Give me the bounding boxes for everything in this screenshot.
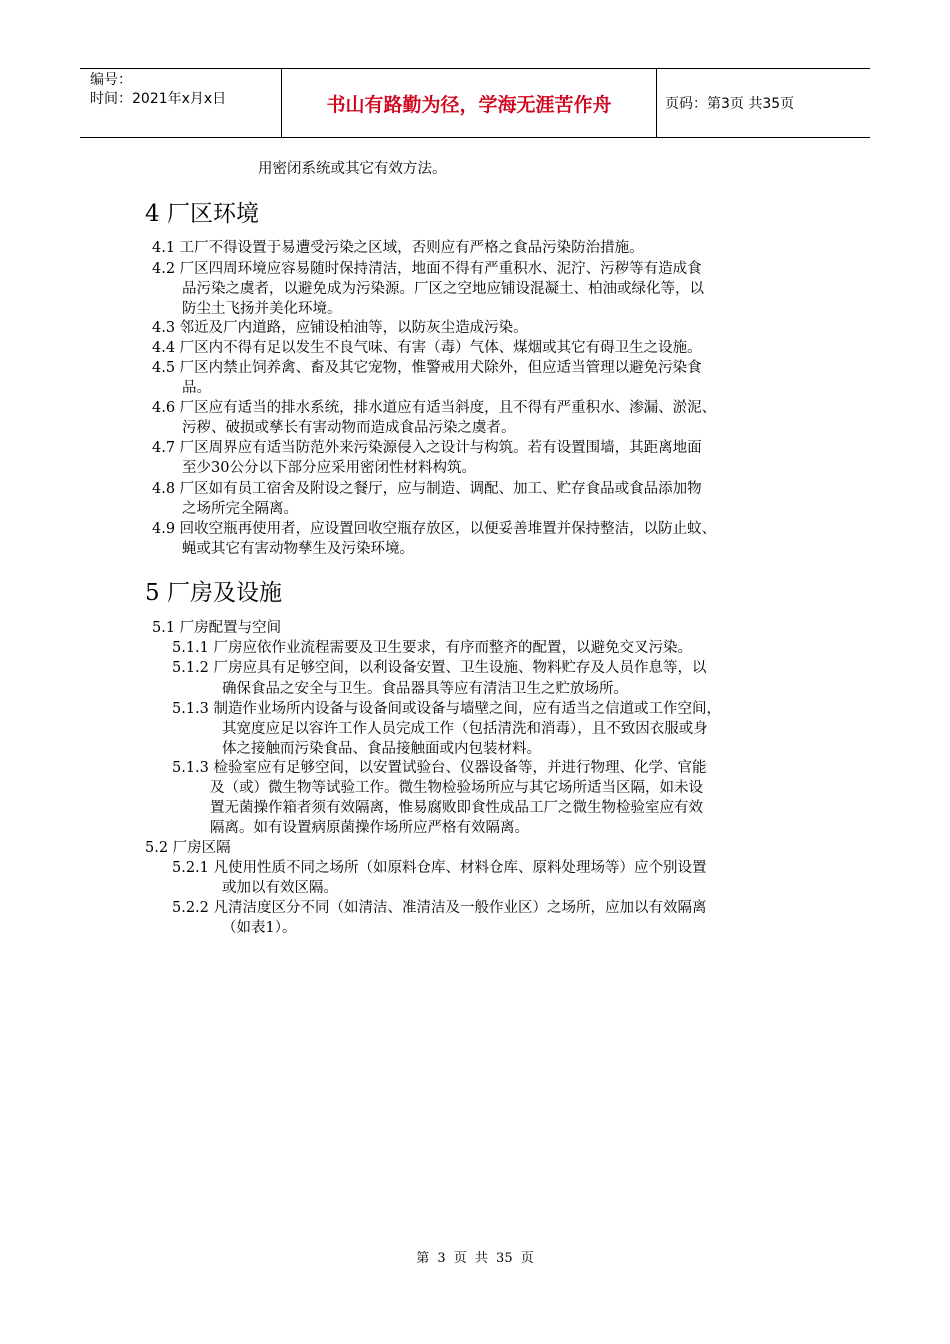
clause-5-2-2-line-1: 5.2.2 凡清洁度区分不同（如清洁、准清洁及一般作业区）之场所，应加以有效隔离: [172, 900, 707, 916]
header-motto: 书山有路勤为径，学海无涯苦作舟: [282, 69, 657, 137]
clause-4-2-line-2: 品污染之虞者，以避免成为污染源。厂区之空地应铺设混凝土、柏油或绿化等，以: [182, 281, 704, 297]
clause-4-8-line-1: 4.8 厂区如有员工宿舍及附设之餐厅，应与制造、调配、加工、贮存食品或食品添加物: [152, 481, 702, 497]
clause-4-8-line-2: 之场所完全隔离。: [182, 501, 298, 517]
clause-5-1-2-line-1: 5.1.2 厂房应具有足够空间，以利设备安置、卫生设施、物料贮存及人员作息等，以: [172, 660, 707, 676]
header-meta: [80, 69, 282, 137]
clause-5-2: 5.2 厂房区隔: [145, 840, 231, 856]
clause-5-1-4-line-3: 置无菌操作箱者须有效隔离，惟易腐败即食性成品工厂之微生物检验室应有效: [210, 800, 703, 816]
page-header: [80, 68, 870, 138]
clause-4-2-line-3: 防尘土飞扬并美化环境。: [182, 301, 342, 317]
document-time-label: 时间：2021年x月x日: [90, 91, 227, 107]
clause-5-2-1-line-2: 或加以有效区隔。: [222, 880, 338, 896]
clause-4-5-line-1: 4.5 厂区内禁止饲养禽、畜及其它宠物，惟警戒用犬除外，但应适当管理以避免污染食: [152, 360, 702, 376]
clause-4-7-line-1: 4.7 厂区周界应有适当防范外来污染源侵入之设计与构筑。若有设置围墙，其距离地面: [152, 440, 702, 456]
header-page-number: 页码：第3页 共35页: [665, 96, 795, 112]
page-footer: 第 3 页 共 35 页: [416, 1251, 534, 1266]
clause-5-1-3-line-2: 其宽度应足以容许工作人员完成工作（包括清洗和消毒），且不致因衣服或身: [222, 721, 708, 737]
clause-5-1-4-line-4: 隔离。如有设置病原菌操作场所应严格有效隔离。: [210, 820, 529, 836]
paragraph-continuation: 用密闭系统或其它有效方法。: [258, 161, 447, 177]
clause-5-1-2-line-2: 确保食品之安全与卫生。食品器具等应有清洁卫生之贮放场所。: [222, 681, 628, 697]
clause-4-6-line-1: 4.6 厂区应有适当的排水系统，排水道应有适当斜度，且不得有严重积水、渗漏、淤泥、: [152, 400, 717, 416]
clause-5-1: 5.1 厂房配置与空间: [152, 620, 282, 636]
clause-5-1-3-line-3: 体之接触而污染食品、食品接触面或内包装材料。: [222, 741, 541, 757]
clause-5-1-4-line-1: 5.1.3 检验室应有足够空间，以安置试验台、仪器设备等，并进行物理、化学、官能: [172, 760, 707, 776]
document-number-label: 编号：: [90, 72, 132, 88]
clause-4-5-line-2: 品。: [182, 380, 211, 396]
clause-5-2-2-line-2: （如表1）。: [222, 920, 297, 936]
section-5-heading: 5 厂房及设施: [145, 580, 282, 606]
clause-5-1-4-line-2: 及（或）微生物等试验工作。微生物检验场所应与其它场所适当区隔，如未设: [210, 780, 703, 796]
clause-4-1: 4.1 工厂不得设置于易遭受污染之区域，否则应有严格之食品污染防治措施。: [152, 240, 644, 256]
clause-4-3: 4.3 邻近及厂内道路，应铺设柏油等，以防灰尘造成污染。: [152, 320, 528, 336]
clause-5-1-3-line-1: 5.1.3 制造作业场所内设备与设备间或设备与墙壁之间，应有适当之信道或工作空间，: [172, 701, 722, 717]
clause-4-9-line-2: 蝇或其它有害动物孳生及污染环境。: [182, 541, 414, 557]
clause-4-4: 4.4 厂区内不得有足以发生不良气味、有害（毒）气体、煤烟或其它有碍卫生之设施。: [152, 340, 702, 356]
clause-4-6-line-2: 污秽、破损或孳长有害动物而造成食品污染之虞者。: [182, 420, 516, 436]
section-4-heading: 4 厂区环境: [145, 201, 259, 227]
clause-5-1-1: 5.1.1 厂房应依作业流程需要及卫生要求，有序而整齐的配置，以避免交叉污染。: [172, 640, 693, 656]
clause-4-2-line-1: 4.2 厂区四周环境应容易随时保持清洁，地面不得有严重积水、泥泞、污秽等有造成食: [152, 261, 702, 277]
clause-4-7-line-2: 至少30公分以下部分应采用密闭性材料构筑。: [182, 460, 476, 476]
clause-4-9-line-1: 4.9 回收空瓶再使用者，应设置回收空瓶存放区，以便妥善堆置并保持整洁，以防止蚊、: [152, 521, 717, 537]
clause-5-2-1-line-1: 5.2.1 凡使用性质不同之场所（如原料仓库、材料仓库、原料处理场等）应个别设置: [172, 860, 707, 876]
